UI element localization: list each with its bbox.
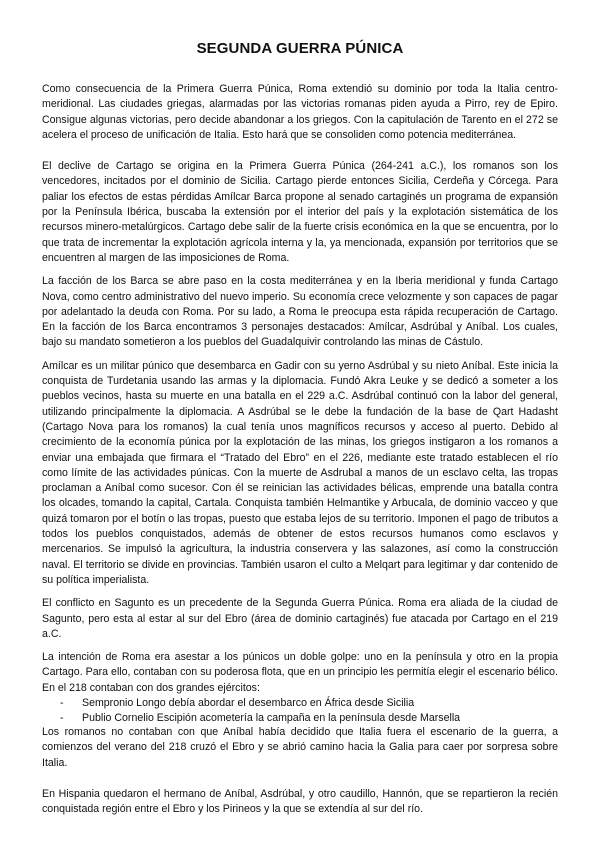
armies-list (42, 696, 558, 725)
paragraph-hannibal-italy: Los romanos no contaban con que Aníbal había decidido que Italia fuera el escenario de la guerra, a comienzos del verano del 218 cruzó el Ebro y se abrió camino hacia la Galia para caer por sorpresa sobre Italia. (42, 726, 558, 769)
list-item (42, 711, 558, 726)
paragraph-carthage-decline: El declive de Cartago se origina en la Primera Guerra Púnica (264-241 a.C.), los romanos son los vencedores, incitados por el dominio de Sicilia. Cartago pierde entonces Sicilia, Cerdeña y Córcega. Para paliar los efectos de estas pérdidas Amílcar Barca propone al senado cartaginés un programa de expansión por la Península Ibérica, buscaba la extensión por el interior del país y la explotación sistemática de los recursos minero-metalúrgicos. Cartago debe salir de la fuerte crisis económica en la que se encuentra, por lo que trata de incrementar la explotación agrícola interna y la, ya mencionada, expansión por territorios que se encuentren al margen de las imposiciones de Roma. (42, 160, 558, 264)
paragraph-amilcar: Amílcar es un militar púnico que desembarca en Gadir con su yerno Asdrúbal y su nieto Aníbal. Este inicia la conquista de Turdetania usando las armas y la diplomacia. Fundó Akra Leuke y se dedicó a someter a los pueblos vecinos, hasta su muerte en una batalla en el 229 a.C. Asdrúbal continuó con la labor del general, utilizando principalmente la diplomacia. A Asdrúbal se le debe la fundación de la base de Qart Hadasht (Cartago Nova para los romanos) la cual tenía unos magníficos recursos y acceso al puerto. Debido al crecimiento de la economía púnica por la explotación de las minas, los griegos instigaron a los romanos a enviar una embajada que firmara el “Tratado del Ebro” en el 226, mediante este tratado establecen el río como límite de las actividades púnicas. Con la muerte de Asdrubal a manos de un esclavo celta, las tropas proclaman a Aníbal como sucesor. Con él se reinician las actividades bélicas, emprende una batalla contra los olcades, tomando la capital, Cartala. Conquista también Helmantike y Arbucala, de dominio vacceo y que quizá tomaron por el botín o las tropas, puesto que estaba lejos de su territorio. Imponen el pago de tributos a todos los pueblos conquistados, además de obtener de estos recursos humanos como esclavos y mercenarios. Se impulsó la agricultura, la industria conservera y las salazones, así como la construcción naval. El territorio se divide en provincias. También usaron el culto a Melqart para legitimar y dar contenido de su política imperialista. (42, 359, 558, 586)
list-item-text: Sempronio Longo debía abordar el desembarco en África desde Sicilia (82, 696, 415, 709)
list-dash: - (60, 711, 64, 724)
paragraph-hispania: En Hispania quedaron el hermano de Aníbal, Asdrúbal, y otro caudillo, Hannón, que se repartieron la recién conquistada región entre el Ebro y los Pirineos y la que se extendía al sur del río. (42, 788, 558, 816)
paragraph-roman-expansion: Como consecuencia de la Primera Guerra Púnica, Roma extendió su dominio por toda la Italia centro-meridional. Las ciudades griegas, alarmadas por las victorias romanas piden ayuda a Pirro, rey de Epiro. Consigue algunas victorias, pero decide abandonar a los griegos. Con la capitulación de Tarento en el 272 se acelera el proceso de unificación de Italia. Esto hará que se consoliden como potencia mediterránea. (42, 83, 558, 141)
paragraph-roman-intention: La intención de Roma era asestar a los púnicos un doble golpe: uno en la península y otro en la propia Cartago. Para ello, contaban con su poderosa flota, que en un principio les permitía elegir el escenario bélico. En el 218 contaban con dos grandes ejércitos: (42, 651, 558, 694)
document-title: SEGUNDA GUERRA PÚNICA (196, 40, 404, 57)
list-item-text: Publio Cornelio Escipión acometería la campaña en la península desde Marsella (82, 711, 461, 724)
list-item (42, 696, 558, 711)
document-body (42, 82, 558, 826)
list-dash: - (60, 696, 64, 709)
paragraph-sagunto: El conflicto en Sagunto es un precedente de la Segunda Guerra Púnica. Roma era aliada de la ciudad de Sagunto, pero esta al estar al sur del Ebro (área de dominio cartaginés) fue atacada por Cartago en el 219 a.C. (42, 597, 558, 640)
paragraph-barca-faction: La facción de los Barca se abre paso en la costa mediterránea y en la Iberia meridional y funda Cartago Nova, como centro administrativo del nuevo imperio. Su economía crece velozmente y son capaces de pagar por adelantado la deuda con Roma. Por su lado, a Roma le preocupa esta rápida recuperación de Cartago. En la facción de los Barca encontramos 3 personajes destacados: Amílcar, Asdrúbal y Aníbal. Los cuales, bajo su mandato sometieron a los pueblos del Guadalquivir controlando las minas de Cástulo. (42, 275, 558, 349)
